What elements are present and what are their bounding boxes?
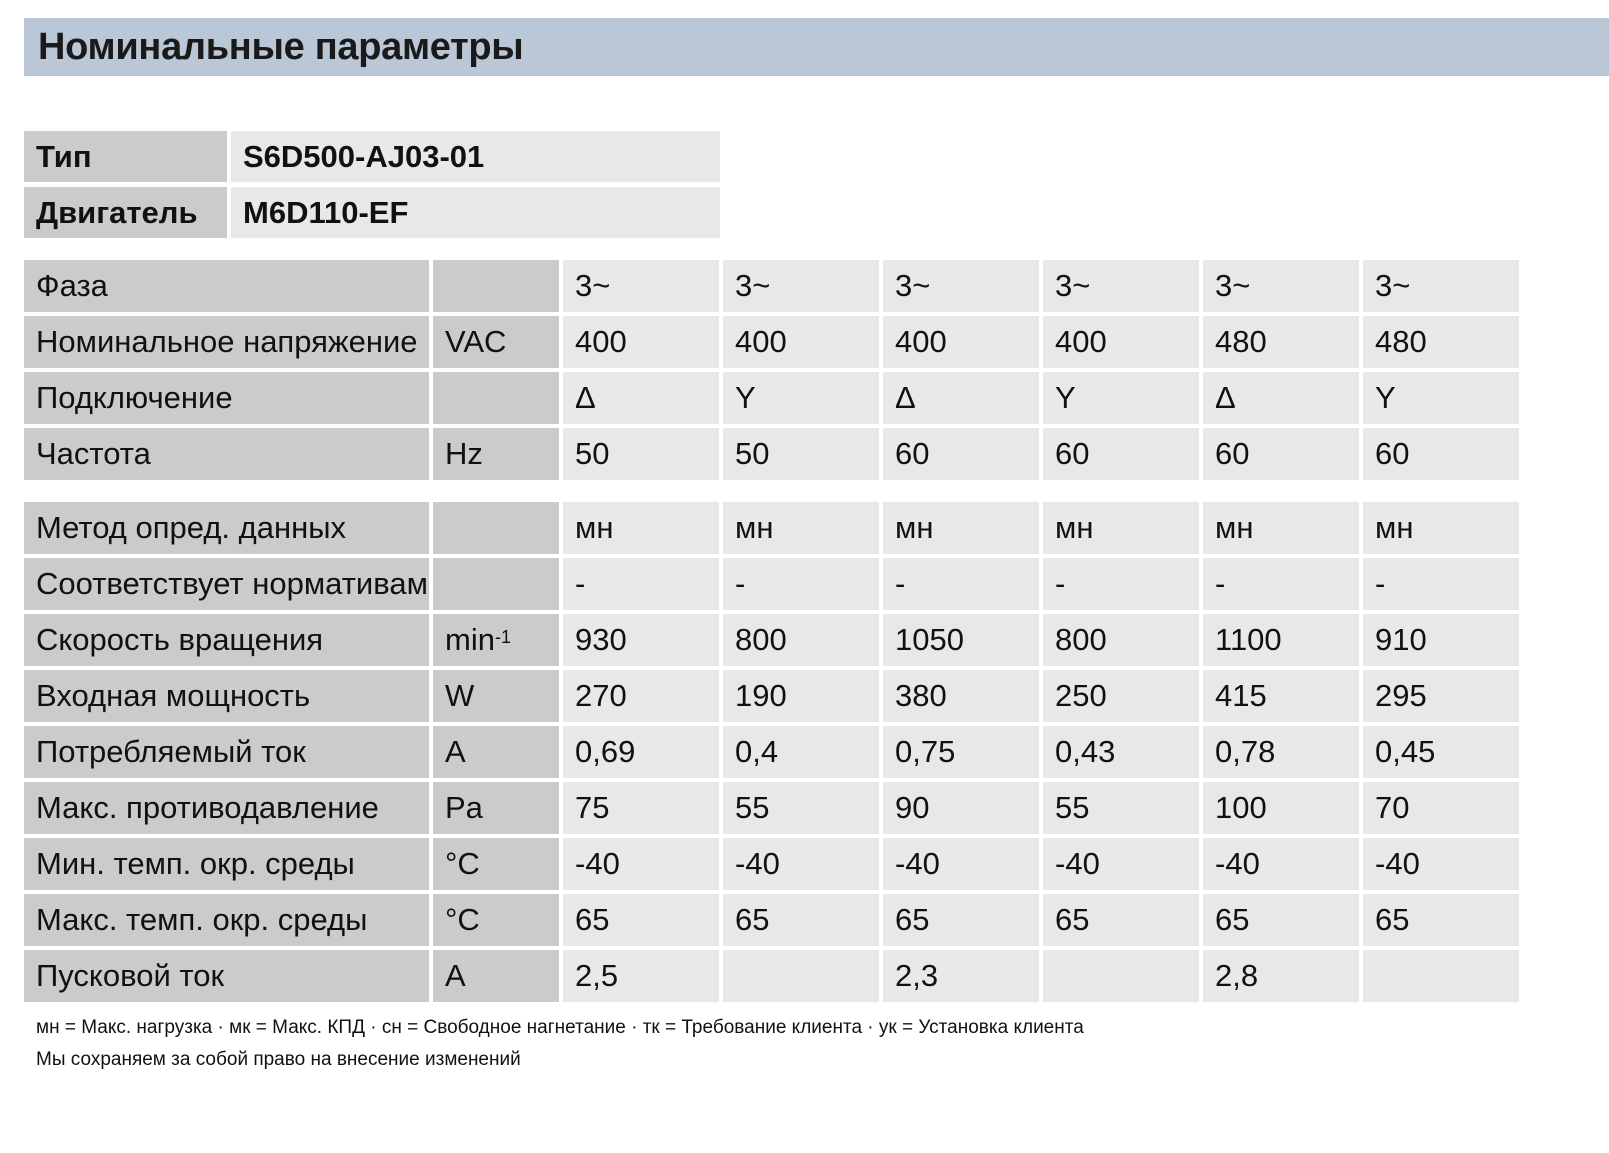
value-cell: Y <box>723 372 879 424</box>
value-cell: Y <box>1363 372 1519 424</box>
value-cell: - <box>1043 558 1199 610</box>
value-cell: мн <box>1363 502 1519 554</box>
value-cell: 3~ <box>1363 260 1519 312</box>
row-unit <box>433 670 559 722</box>
row-unit <box>433 782 559 834</box>
value-cell: 800 <box>1043 614 1199 666</box>
value-cell: -40 <box>883 838 1039 890</box>
value-cell: 1100 <box>1203 614 1359 666</box>
value-cell: Δ <box>1203 372 1359 424</box>
value-cell: -40 <box>723 838 879 890</box>
value-cell: -40 <box>1203 838 1359 890</box>
row-label: Частота <box>24 428 429 480</box>
unit-text: °C <box>445 846 480 881</box>
value-cell: 0,78 <box>1203 726 1359 778</box>
value-cell: 295 <box>1363 670 1519 722</box>
unit-text: A <box>445 734 466 769</box>
row-label: Скорость вращения <box>24 614 429 666</box>
value-cell <box>1363 950 1519 1002</box>
row-unit <box>433 316 559 368</box>
value-cell: 70 <box>1363 782 1519 834</box>
row-unit <box>433 372 559 424</box>
value-cell: -40 <box>1363 838 1519 890</box>
value-cell: мн <box>723 502 879 554</box>
value-cell: 0,43 <box>1043 726 1199 778</box>
type-value: S6D500-AJ03-01 <box>231 131 720 182</box>
value-cell: 400 <box>883 316 1039 368</box>
value-cell: 60 <box>1203 428 1359 480</box>
value-cell: 400 <box>1043 316 1199 368</box>
value-cell: мн <box>563 502 719 554</box>
value-cell: 0,4 <box>723 726 879 778</box>
section-header <box>24 18 1609 76</box>
value-cell: 55 <box>723 782 879 834</box>
value-cell: - <box>723 558 879 610</box>
value-cell: Δ <box>883 372 1039 424</box>
value-cell: 2,3 <box>883 950 1039 1002</box>
value-cell: 415 <box>1203 670 1359 722</box>
row-unit <box>433 428 559 480</box>
row-label: Макс. противодавление <box>24 782 429 834</box>
value-cell: 60 <box>883 428 1039 480</box>
row-unit <box>433 260 559 312</box>
row-label: Макс. темп. окр. среды <box>24 894 429 946</box>
row-label: Соответствует нормативам <box>24 558 429 610</box>
value-cell: 0,69 <box>563 726 719 778</box>
value-cell: 75 <box>563 782 719 834</box>
value-cell: 250 <box>1043 670 1199 722</box>
value-cell: Y <box>1043 372 1199 424</box>
value-cell: -40 <box>563 838 719 890</box>
value-cell: 910 <box>1363 614 1519 666</box>
value-cell: 190 <box>723 670 879 722</box>
value-cell: 3~ <box>883 260 1039 312</box>
value-cell <box>1043 950 1199 1002</box>
value-cell: 480 <box>1363 316 1519 368</box>
value-cell: 800 <box>723 614 879 666</box>
value-cell: 3~ <box>1203 260 1359 312</box>
value-cell: 50 <box>723 428 879 480</box>
disclaimer-note: Мы сохраняем за собой право на внесение изменений <box>36 1049 521 1070</box>
value-cell: 90 <box>883 782 1039 834</box>
motor-label: Двигатель <box>24 187 227 238</box>
value-cell: 930 <box>563 614 719 666</box>
value-cell: мн <box>1203 502 1359 554</box>
value-cell: 0,45 <box>1363 726 1519 778</box>
value-cell: 380 <box>883 670 1039 722</box>
value-cell: 65 <box>1043 894 1199 946</box>
row-unit <box>433 726 559 778</box>
value-cell: 270 <box>563 670 719 722</box>
value-cell: 65 <box>1203 894 1359 946</box>
value-cell: 100 <box>1203 782 1359 834</box>
unit-text: Hz <box>445 436 483 471</box>
row-unit <box>433 558 559 610</box>
row-label: Пусковой ток <box>24 950 429 1002</box>
type-label: Тип <box>24 131 227 182</box>
section-title: Номинальные параметры <box>38 26 524 68</box>
value-cell: 3~ <box>1043 260 1199 312</box>
unit-text: A <box>445 958 466 993</box>
row-unit: min $^{-1}$ <box>433 614 559 666</box>
row-label: Фаза <box>24 260 429 312</box>
value-cell: 50 <box>563 428 719 480</box>
row-unit <box>433 950 559 1002</box>
value-cell: Δ <box>563 372 719 424</box>
value-cell: 65 <box>1363 894 1519 946</box>
unit-text: °C <box>445 902 480 937</box>
row-label: Подключение <box>24 372 429 424</box>
motor-value: M6D110-EF <box>231 187 720 238</box>
row-unit <box>433 502 559 554</box>
row-label: Потребляемый ток <box>24 726 429 778</box>
value-cell: - <box>563 558 719 610</box>
value-cell: 65 <box>723 894 879 946</box>
row-label: Мин. темп. окр. среды <box>24 838 429 890</box>
value-cell: 2,8 <box>1203 950 1359 1002</box>
value-cell: - <box>1363 558 1519 610</box>
value-cell: 65 <box>563 894 719 946</box>
value-cell: 400 <box>723 316 879 368</box>
value-cell: 65 <box>883 894 1039 946</box>
value-cell: 60 <box>1363 428 1519 480</box>
value-cell <box>723 950 879 1002</box>
value-cell: 0,75 <box>883 726 1039 778</box>
abbreviation-legend: мн = Макс. нагрузка · мк = Макс. КПД · сн = Свободное нагнетание · тк = Требование клиента · ук = Установка клиента <box>36 1017 1084 1038</box>
value-cell: мн <box>883 502 1039 554</box>
value-cell: 2,5 <box>563 950 719 1002</box>
value-cell: мн <box>1043 502 1199 554</box>
value-cell: - <box>1203 558 1359 610</box>
row-unit <box>433 838 559 890</box>
row-label: Метод опред. данных <box>24 502 429 554</box>
value-cell: -40 <box>1043 838 1199 890</box>
value-cell: - <box>883 558 1039 610</box>
unit-text: VAC <box>445 324 507 359</box>
unit-text: min <box>445 622 495 657</box>
value-cell: 1050 <box>883 614 1039 666</box>
unit-text: W <box>445 678 475 713</box>
value-cell: 480 <box>1203 316 1359 368</box>
value-cell: 60 <box>1043 428 1199 480</box>
row-unit <box>433 894 559 946</box>
value-cell: 400 <box>563 316 719 368</box>
row-label: Номинальное напряжение <box>24 316 429 368</box>
value-cell: 3~ <box>723 260 879 312</box>
row-label: Входная мощность <box>24 670 429 722</box>
value-cell: 3~ <box>563 260 719 312</box>
value-cell: 55 <box>1043 782 1199 834</box>
unit-text: Pa <box>445 790 483 825</box>
